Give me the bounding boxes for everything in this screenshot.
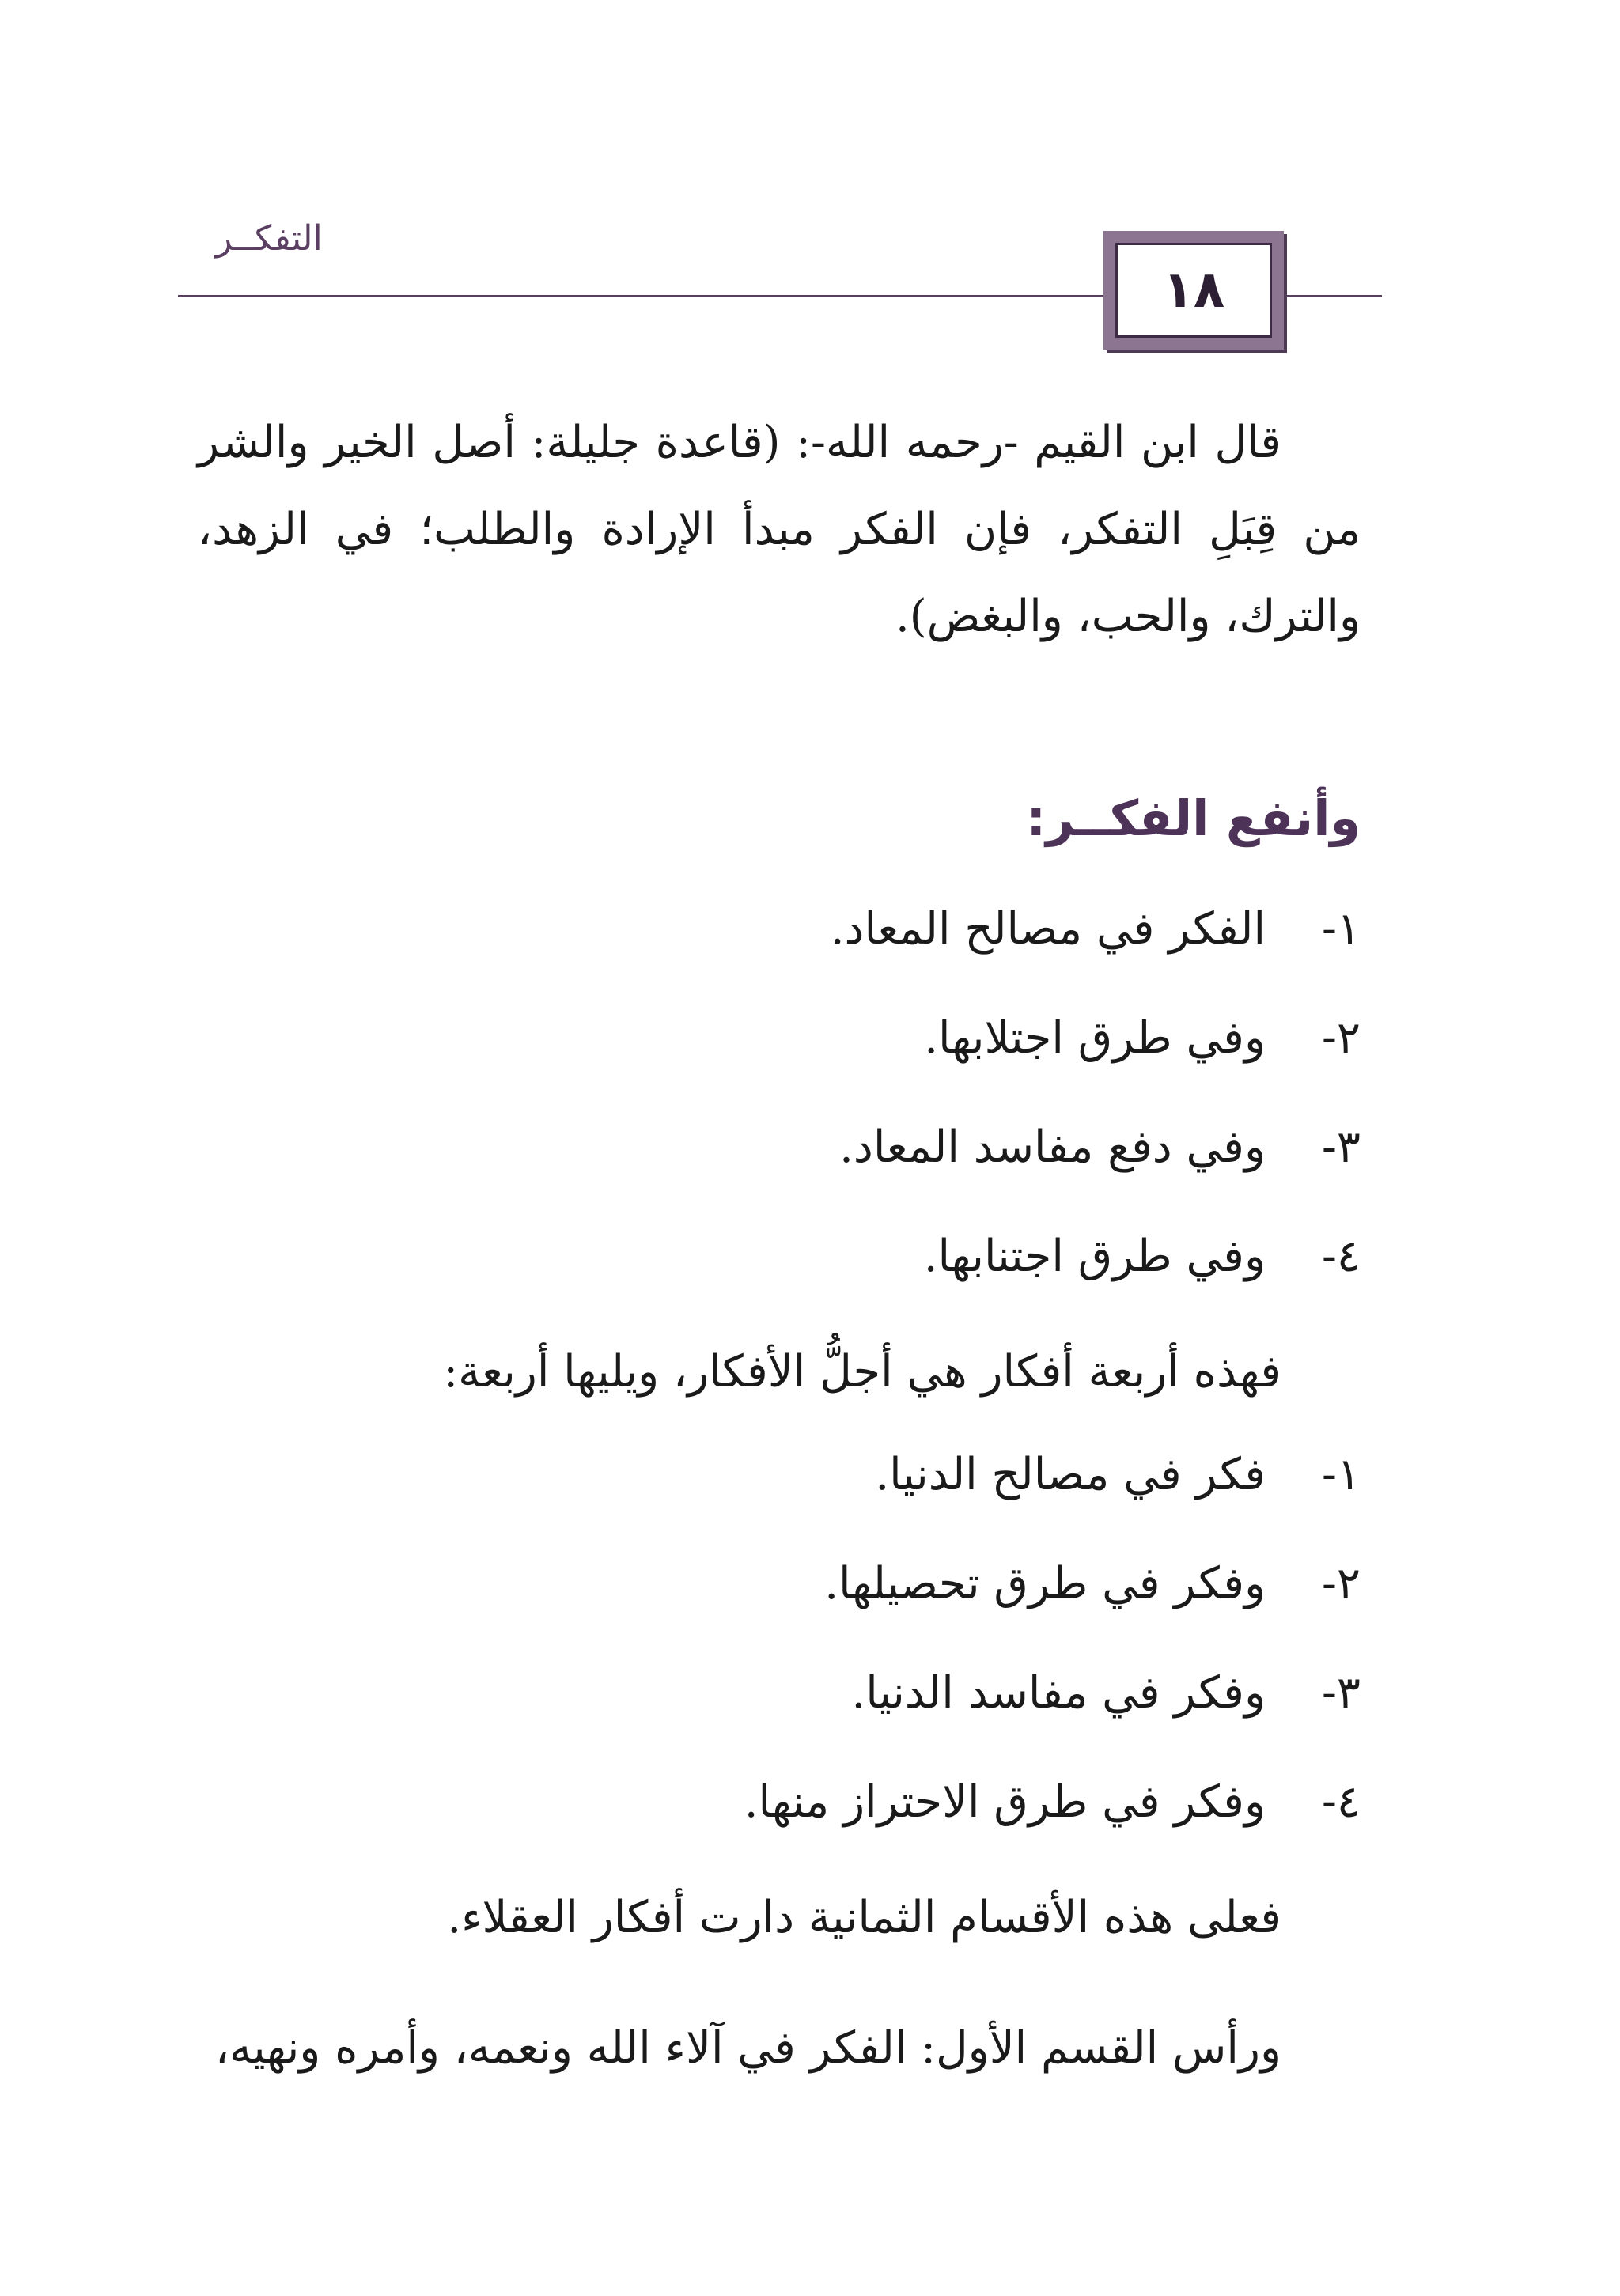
page-number-frame	[1103, 231, 1284, 350]
page-number-inner	[1115, 243, 1272, 338]
header-rule-right	[1284, 295, 1382, 297]
list-item-number: ١-	[1322, 903, 1361, 955]
list-item-text: وفكر في مفاسد الدنيا.	[851, 1667, 1266, 1719]
last-line: ورأس القسم الأول: الفكر في آلاء الله ونعمه، وأمره ونهيه،	[214, 2022, 1281, 2074]
list-item-number: ٢-	[1322, 1012, 1361, 1064]
list-item	[198, 1759, 1361, 1868]
list-item	[198, 1213, 1361, 1322]
list-item	[198, 1650, 1361, 1759]
worldly-thoughts-list	[198, 1432, 1361, 1868]
conclusion-line: فعلى هذه الأقسام الثمانية دارت أفكار العقلاء.	[447, 1892, 1281, 1943]
list-item	[198, 1104, 1361, 1213]
list-item	[198, 1432, 1361, 1541]
section-heading: وأنفع الفكــر:	[1026, 789, 1361, 847]
list-item-text: وفي طرق اجتلابها.	[924, 1012, 1266, 1064]
list-item	[198, 1541, 1361, 1650]
list-item-number: ٤-	[1322, 1231, 1361, 1282]
opening-paragraph: قال ابن القيم -رحمه الله-: (قاعدة جليلة: أصل الخير والشر من قِبَلِ التفكر، فإن الفكر مبدأ الإرادة والطلب؛ في الزهد، والترك، والحب، والبغض).	[198, 417, 1361, 642]
list-item-number: ٤-	[1322, 1776, 1361, 1828]
page-number: ١٨	[1162, 261, 1225, 320]
best-thoughts-list	[198, 886, 1361, 1322]
list-item-text: الفكر في مصالح المعاد.	[830, 903, 1266, 955]
list-item-number: ١-	[1322, 1449, 1361, 1500]
intro-line: فهذه أربعة أفكار هي أجلُّ الأفكار، ويليها أربعة:	[443, 1346, 1281, 1398]
list-item	[198, 886, 1361, 995]
list-item-number: ٣-	[1322, 1667, 1361, 1719]
list-item-text: وفي دفع مفاسد المعاد.	[839, 1122, 1266, 1173]
header-rule-left	[178, 295, 1103, 297]
list-item-text: وفكر في طرق تحصيلها.	[824, 1558, 1266, 1609]
list-item-number: ٣-	[1322, 1122, 1361, 1173]
running-title: التفكــر	[215, 218, 323, 259]
list-item-text: وفي طرق اجتنابها.	[923, 1231, 1266, 1282]
list-item-text: فكر في مصالح الدنيا.	[875, 1449, 1266, 1500]
list-item-text: وفكر في طرق الاحتراز منها.	[744, 1776, 1266, 1828]
list-item-number: ٢-	[1322, 1558, 1361, 1609]
list-item	[198, 995, 1361, 1104]
